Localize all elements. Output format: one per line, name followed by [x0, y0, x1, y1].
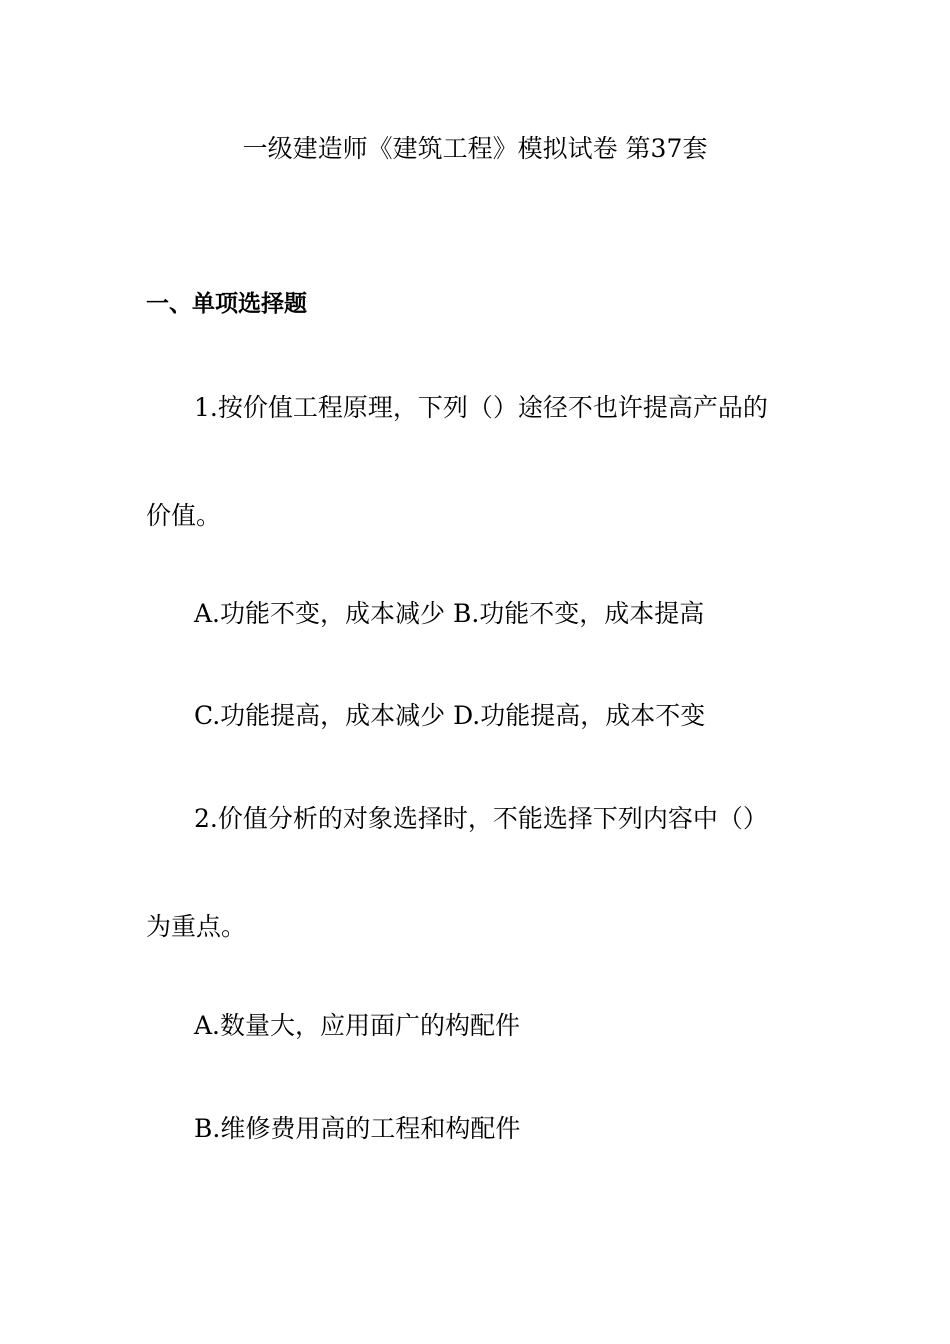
question-2-stem-line-1: 2.价值分析的对象选择时，不能选择下列内容中（） [194, 804, 768, 833]
question-2-option-a: A.数量大，应用面广的构配件 [194, 1011, 521, 1040]
question-2-option-b: B.维修费用高的工程和构配件 [194, 1114, 521, 1143]
question-1-options-line-2: C.功能提高，成本减少 D.功能提高，成本不变 [194, 701, 706, 730]
document-title: 一级建造师《建筑工程》模拟试卷 第37套 [242, 134, 708, 163]
question-1-stem-line-2: 价值。 [146, 501, 222, 530]
section-heading: 一、单项选择题 [146, 291, 307, 317]
question-1-stem-line-1: 1.按价值工程原理，下列（）途径不也许提高产品的 [194, 393, 768, 422]
question-1-options-line-1: A.功能不变，成本减少 B.功能不变，成本提高 [194, 599, 705, 628]
question-2-stem-line-2: 为重点。 [146, 912, 247, 941]
